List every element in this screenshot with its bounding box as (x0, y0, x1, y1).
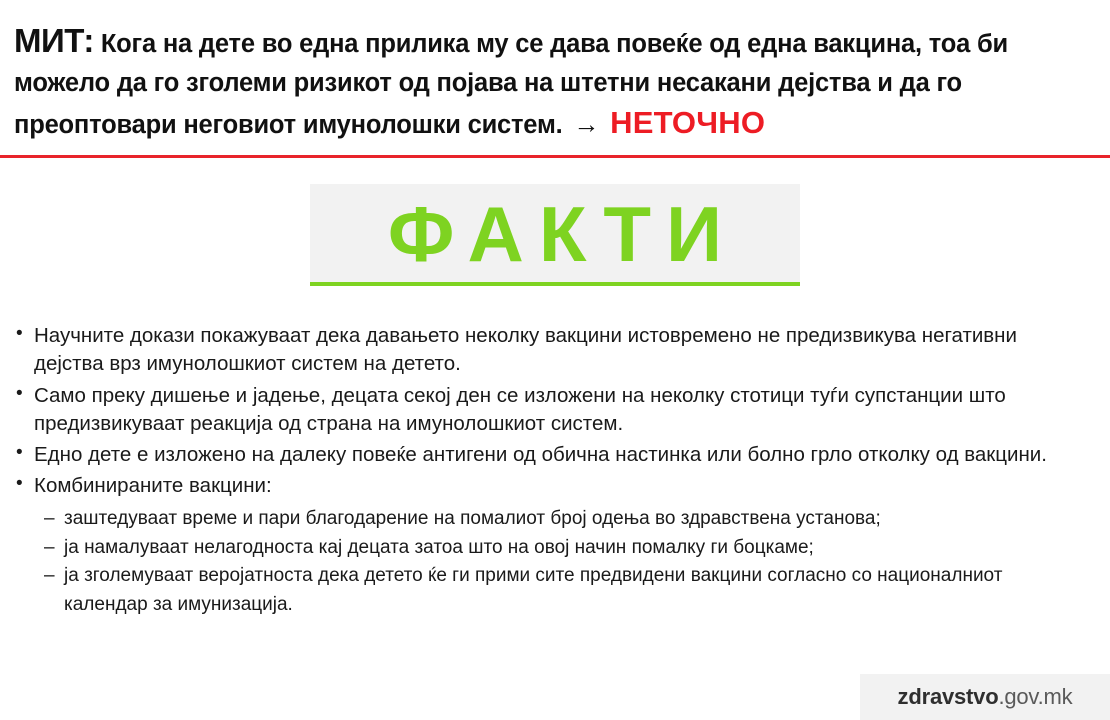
arrow-icon: → (573, 109, 600, 140)
facts-heading-box (310, 184, 800, 286)
fact-text: Комбинираните вакцини: (34, 474, 272, 498)
footer-site-name: zdravstvo (897, 684, 999, 709)
sub-list-item (34, 505, 1088, 534)
sub-fact-text: заштедуваат време и пари благодарение на помалиот број одења во здравствена установа; (64, 507, 881, 529)
footer-site-domain: .gov.mk (998, 684, 1073, 709)
list-item (12, 472, 1088, 620)
list-item (12, 322, 1088, 379)
myth-text (14, 18, 1096, 145)
myth-verdict: НЕТОЧНО (610, 105, 766, 141)
footer-url (898, 684, 1073, 710)
footer-badge (860, 674, 1110, 720)
sub-fact-text: ја зголемуваат веројатноста дека детето ќе ги прими сите предвидени вакцини согласно со националниот календар за имунизација. (64, 565, 1003, 616)
facts-sublist (34, 505, 1088, 621)
myth-label: МИТ: (14, 22, 94, 59)
list-item (12, 382, 1088, 439)
facts-title: ФАКТИ (387, 190, 738, 279)
facts-heading-wrap (0, 184, 1110, 286)
sub-fact-text: ја намалуваат нелагодноста кај децата затоа што на овој начин помалку ги боцкаме; (64, 536, 814, 558)
facts-list (0, 322, 1110, 620)
list-item (12, 441, 1088, 469)
myth-statement: Кога на дете во една прилика му се дава повеќе од една вакцина, тоа би можело да го зголеми ризикот од појава на штетни несакани дејства и да го преоптовари неговиот имунолошки систем. (14, 30, 1009, 140)
sub-list-item (34, 534, 1088, 563)
sub-list-item (34, 562, 1088, 620)
fact-text: Едно дете е изложено на далеку повеќе антигени од обична настинка или болно грло отколку од вакцини. (34, 443, 1047, 467)
fact-text: Само преку дишење и јадење, децата секој ден се изложени на неколку стотици туѓи супстанции што предизвикуваат реакција од страна на имунолошкиот систем. (34, 383, 1006, 435)
fact-text: Научните докази покажуваат дека давањето неколку вакцини истовремено не предизвикува негативни дејства врз имунолошкиот систем на детето. (34, 323, 1017, 376)
myth-block (0, 0, 1110, 158)
